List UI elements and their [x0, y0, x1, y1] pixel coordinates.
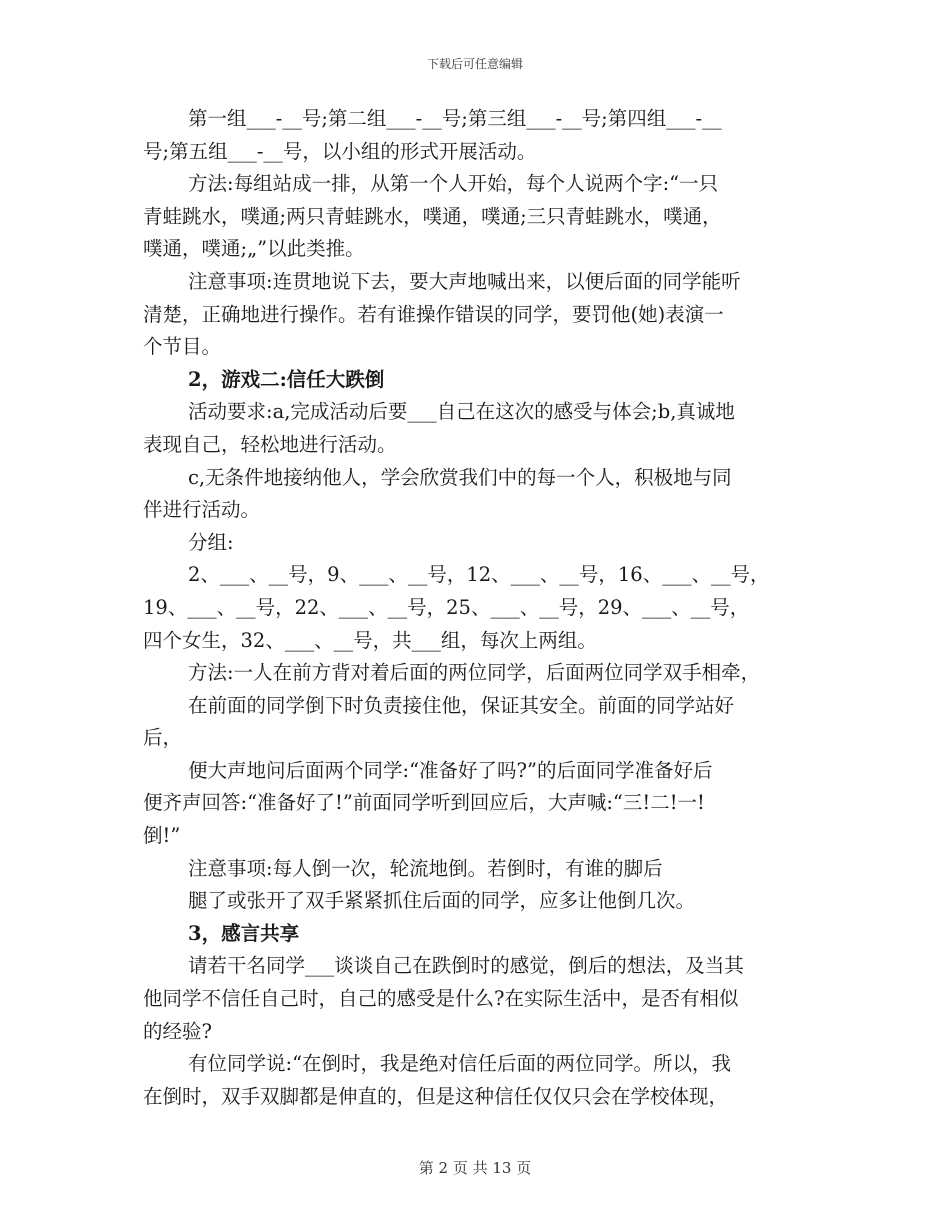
paragraph-line: 他同学不信任自己时，自己的感受是什么?在实际生活中，是否有相似 — [143, 987, 739, 1011]
document-body — [143, 103, 823, 1113]
paragraph-line: 噗通，噗通;„”以此类推。 — [143, 237, 365, 261]
paragraph-line: 方法:一人在前方背对着后面的两位同学，后面两位同学双手相牵， — [188, 661, 761, 685]
paragraph-line: 分组: — [188, 530, 234, 554]
paragraph-line: 清楚，正确地进行操作。若有谁操作错误的同学，要罚他(她)表演一 — [143, 302, 724, 326]
paragraph-line: 第一组___-__号;第二组___-__号;第三组___-__号;第四组___-__ — [188, 107, 722, 130]
paragraph-line: 表现自己，轻松地进行活动。 — [143, 432, 397, 456]
paragraph-line: 注意事项:每人倒一次，轮流地倒。若倒时，有谁的脚后 — [188, 856, 663, 880]
paragraph-line: 请若干名同学___谈谈自己在跌倒时的感觉，倒后的想法，及当其 — [188, 954, 744, 978]
paragraph-line: 便齐声回答:“准备好了!”前面同学听到回应后，大声喊:“三!二!一! — [143, 791, 705, 815]
paragraph-line: 在前面的同学倒下时负责接住他，保证其安全。前面的同学站好 — [188, 693, 735, 717]
paragraph-line: 活动要求:a,完成活动后要___自己在这次的感受与体会;b,真诚地 — [188, 400, 735, 424]
paragraph-line: 便大声地问后面两个同学:“准备好了吗?”的后面同学准备好后 — [188, 758, 713, 782]
paragraph-line: 个节目。 — [143, 335, 222, 359]
paragraph-line: 后， — [143, 726, 183, 750]
paragraph-line: 2、___、__号，9、___、__号，12、___、__号，16、___、__号， — [188, 563, 770, 587]
paragraph-line: 号;第五组___-__号，以小组的形式开展活动。 — [143, 139, 537, 163]
paragraph-line: 四个女生，32、___、__号，共___组，每次上两组。 — [143, 628, 597, 652]
section-heading: 2，游戏二:信任大跌倒 — [188, 367, 385, 391]
page-header: 下载后可任意编辑 — [426, 57, 523, 71]
paragraph-line: 方法:每组站成一排，从第一个人开始，每个人说两个字:“一只 — [188, 172, 719, 196]
paragraph-line: 有位同学说:“在倒时，我是绝对信任后面的两位同学。所以，我 — [188, 1052, 732, 1076]
paragraph-line: 青蛙跳水，噗通;两只青蛙跳水，噗通，噗通;三只青蛙跳水，噗通， — [143, 204, 722, 228]
paragraph-line: 腿了或张开了双手紧紧抓住后面的同学，应多让他倒几次。 — [188, 889, 696, 913]
paragraph-line: 伴进行活动。 — [143, 498, 261, 522]
paragraph-line: 19、___、__号，22、___、__号，25、___、__号，29、___、__号， — [143, 595, 750, 619]
paragraph-line: 倒!” — [143, 824, 181, 848]
paragraph-line: 注意事项:连贯地说下去，要大声地喊出来，以便后面的同学能听 — [188, 269, 741, 293]
paragraph-line: 的经验? — [143, 1019, 212, 1043]
paragraph-line: 在倒时，双手双脚都是伸直的，但是这种信任仅仅只会在学校体现， — [143, 1084, 729, 1108]
page-footer: 第 2 页 共 13 页 — [418, 1159, 532, 1177]
section-heading: 3，感言共享 — [188, 921, 300, 945]
paragraph-line: c,无条件地接纳他人，学会欣赏我们中的每一个人，积极地与同 — [188, 465, 732, 489]
